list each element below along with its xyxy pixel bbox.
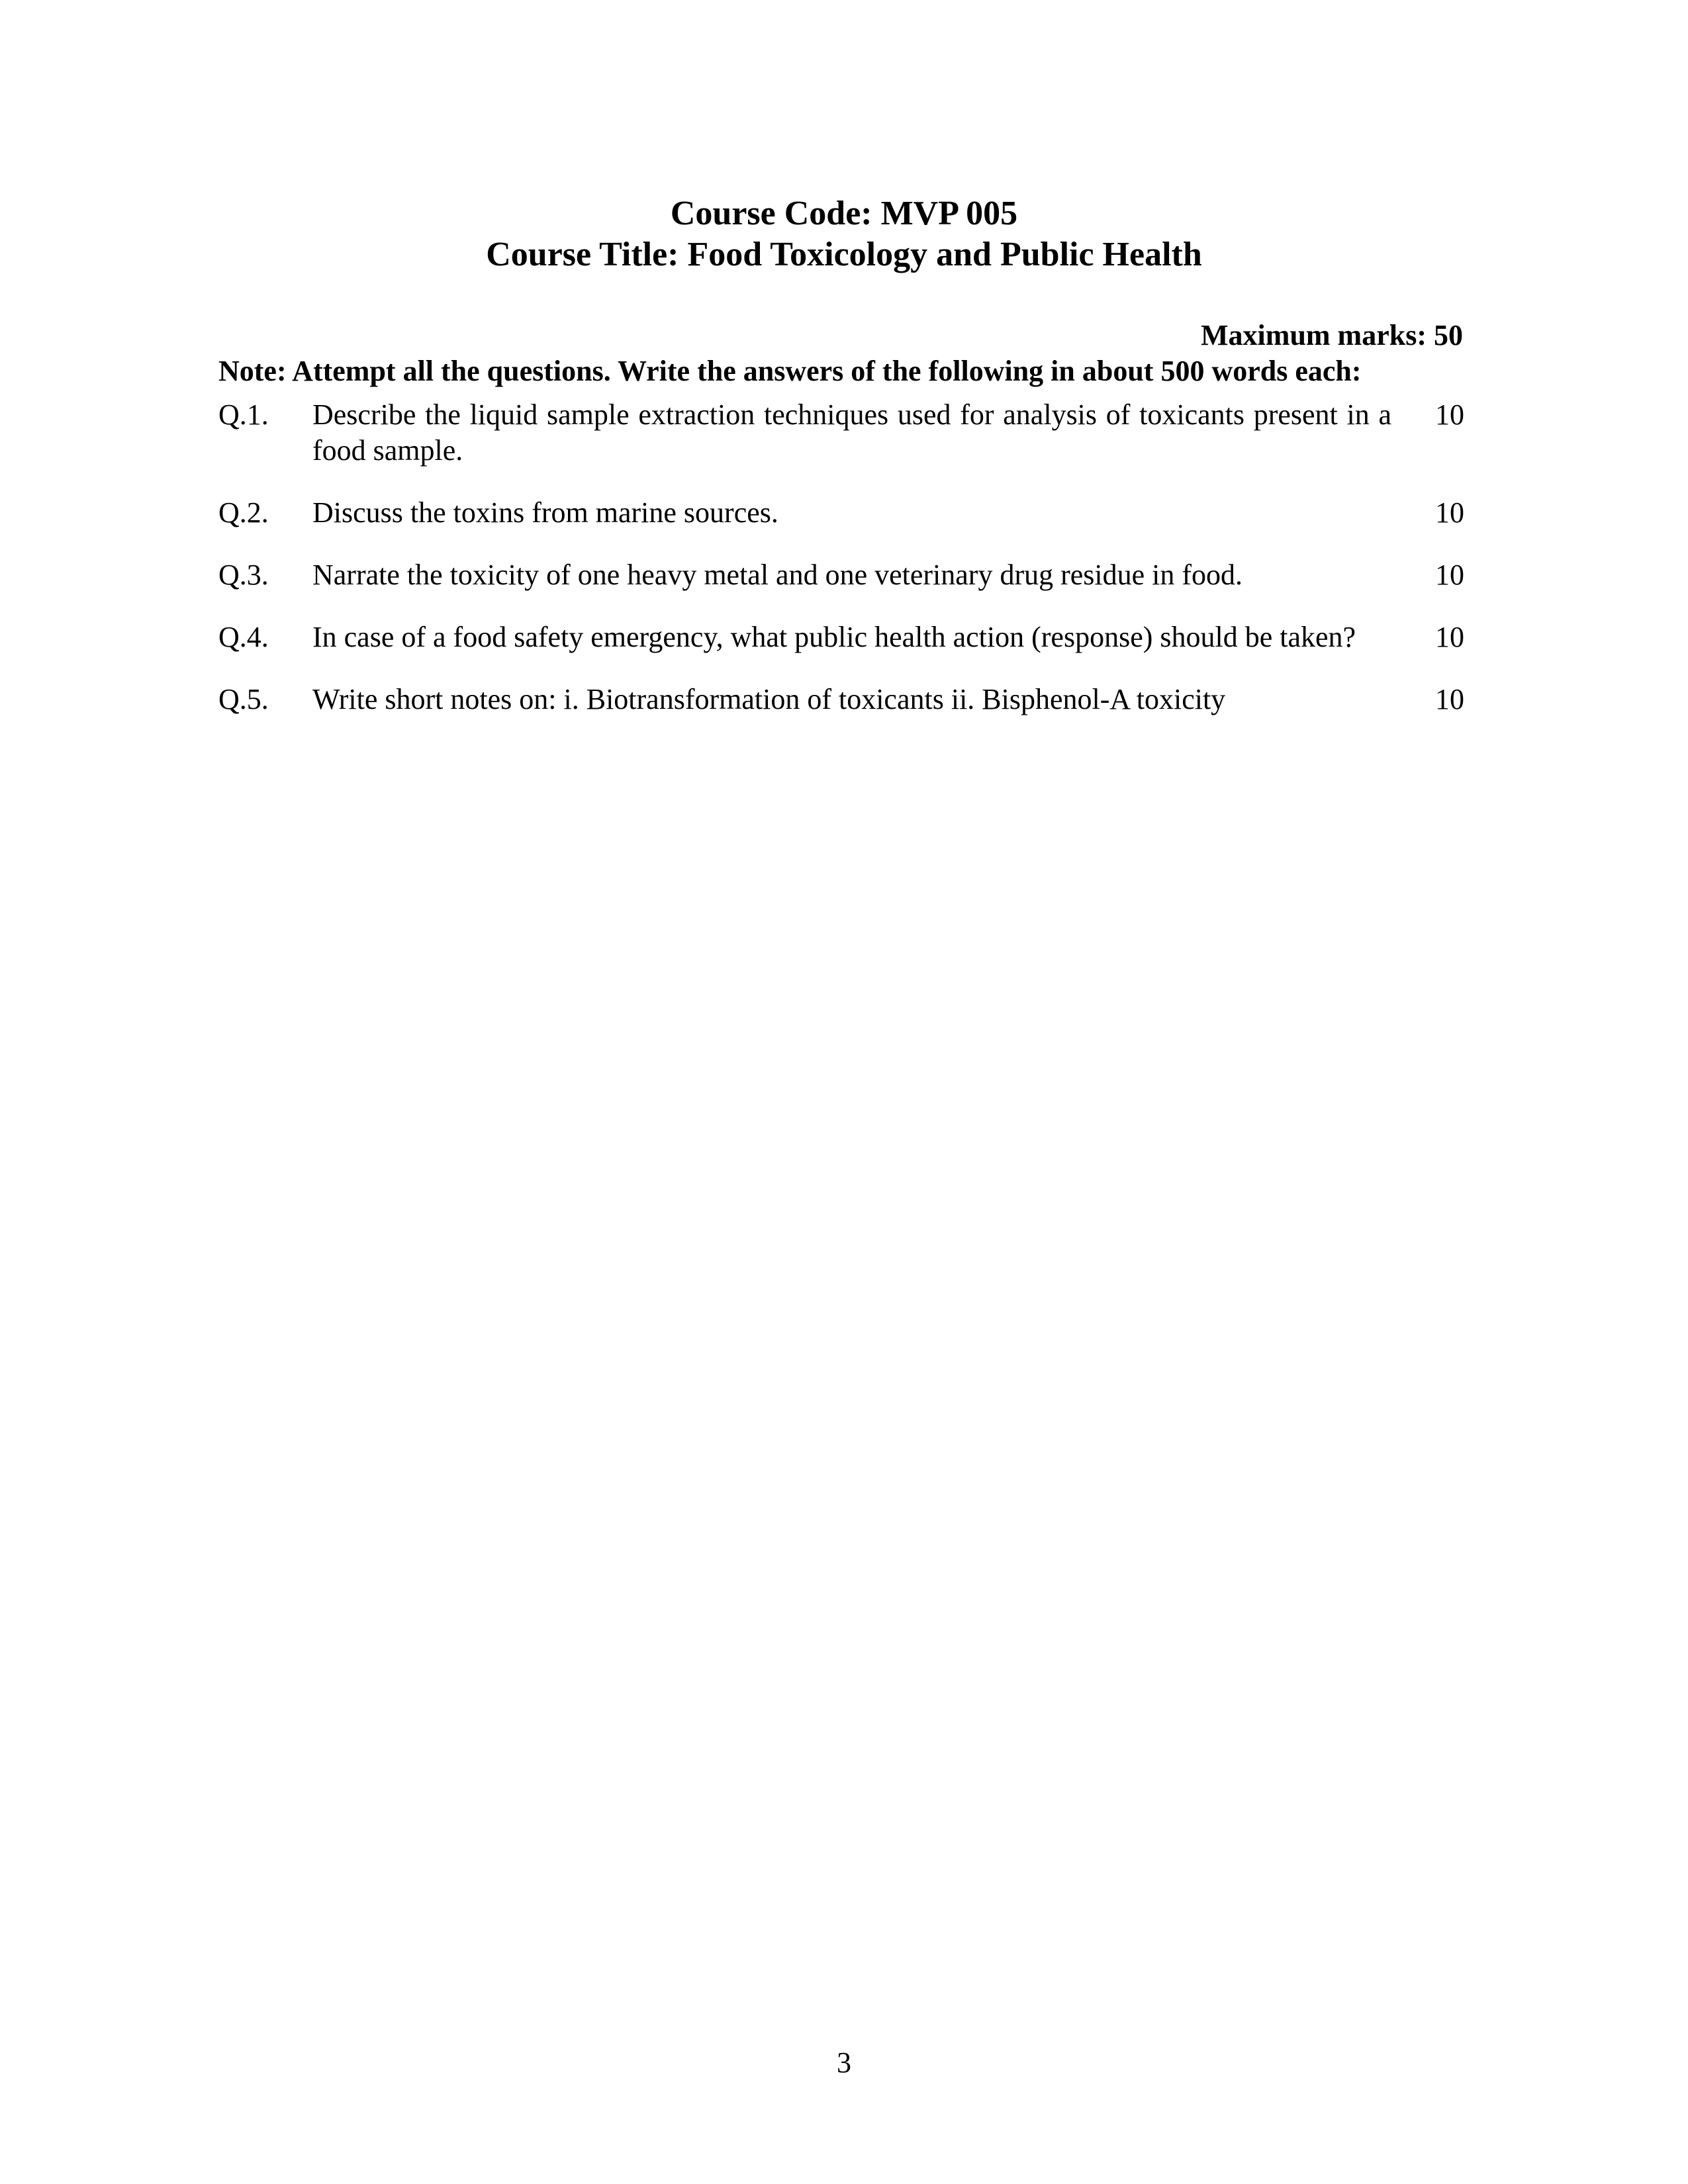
question-text: Narrate the toxicity of one heavy metal and one veterinary drug residue in food. [312,559,1243,591]
question-text: Write short notes on: i. Biotransformation of toxicants ii. Bisphenol-A toxicity [312,683,1226,715]
question-text: Describe the liquid sample extraction techniques used for analysis of toxicants present in a food sample. [312,398,1391,467]
question-number: Q.4. [218,621,269,653]
question-number: Q.2. [218,496,269,529]
question-marks: 10 [1435,621,1464,653]
course-title: Course Title: Food Toxicology and Public Health [486,236,1202,273]
question-item [218,682,1464,717]
page-number: 3 [837,2046,851,2079]
course-code: Course Code: MVP 005 [670,195,1018,232]
question-item [218,397,1464,469]
question-number: Q.1. [218,398,269,431]
question-item [218,495,1464,531]
question-number: Q.3. [218,559,269,591]
instructions-note: Note: Attempt all the questions. Write the answers of the following in about 500 words each: [218,355,1362,387]
question-text: In case of a food safety emergency, what public health action (response) should be taken? [312,621,1356,653]
question-item [218,557,1464,593]
question-marks: 10 [1435,398,1464,431]
question-marks: 10 [1435,683,1464,715]
question-number: Q.5. [218,683,269,715]
question-text: Discuss the toxins from marine sources. [312,496,778,529]
question-marks: 10 [1435,496,1464,529]
question-item [218,619,1464,655]
question-marks: 10 [1435,559,1464,591]
maximum-marks: Maximum marks: 50 [1201,319,1463,351]
question-list [218,397,1464,744]
